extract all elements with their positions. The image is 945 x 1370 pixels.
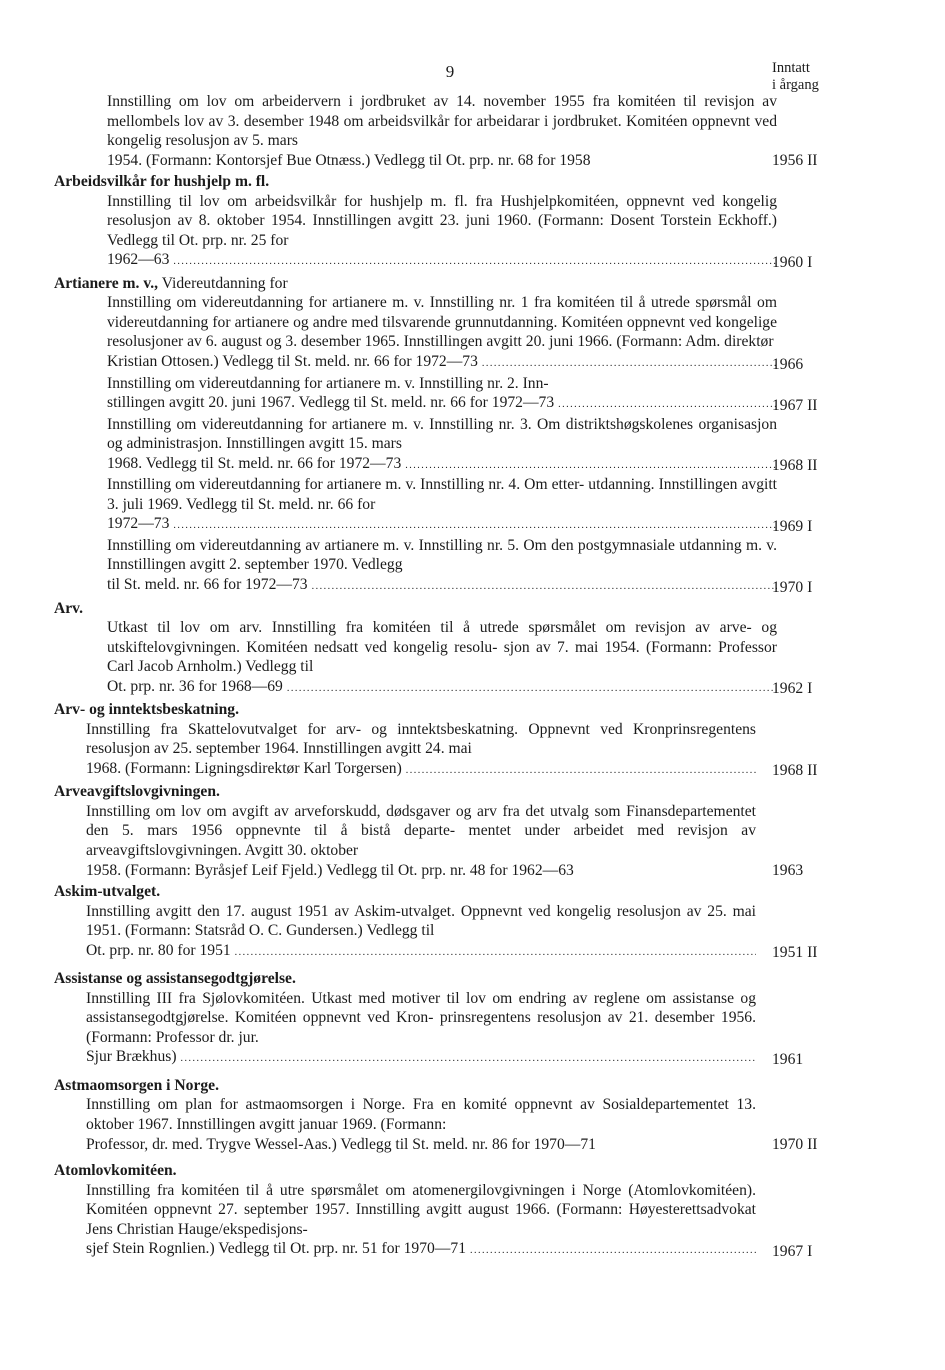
section-heading: Arv.: [54, 599, 84, 617]
leader-dots: [235, 941, 756, 963]
index-entry: [0, 293, 945, 373]
entry-last-line: 1954. (Formann: Kontorsjef Bue Otnæss.) Vedlegg til Ot. prp. nr. 68 for 1958: [107, 151, 591, 169]
leader-dots: [287, 677, 777, 699]
entry-text: Innstilling fra komitéen til å utre spørsmålet om atomenergilovgivningen i Norge (Atomlovkomitéen). Komitéen oppnevnt 27. september 1957. Innstilling avgitt august 1966. (Formann: Høyesterettsadvokat Jens Christian Hauge/ekspedisjons-: [86, 1181, 756, 1238]
section-heading: Arv- og inntektsbeskatning.: [54, 701, 239, 719]
index-entry: [0, 618, 945, 698]
entry-year: 1956 II: [772, 152, 818, 170]
entry-year: 1963: [772, 862, 804, 880]
entry-last-line: 1968. Vedlegg til St. meld. nr. 66 for 1972—73: [107, 454, 402, 472]
leader-dots: [406, 759, 756, 781]
index-entry: [0, 92, 945, 170]
entry-text: Innstilling om videreutdanning for artianere m. v. Innstilling nr. 3. Om distriktshøgskolenes organisasjon og administrasjon. Innstillingen avgitt 15. mars: [107, 415, 777, 453]
index-entry: [0, 415, 945, 476]
section-heading: Atomlovkomitéen.: [54, 1162, 177, 1180]
entry-text: Innstilling fra Skattelovutvalget for arv- og inntektsbeskatning. Oppnevnt ved Kronprinsregentens resolusjon av 25. september 1964. Innstillingen avgitt 24. mai: [86, 720, 756, 758]
entry-year: 1970 I: [772, 578, 813, 596]
entry-text: Innstilling om videreutdanning av artianere m. v. Innstilling nr. 5. Om den postgymnasiale utdanning m. v. Innstillingen avgitt 2. september 1970. Vedlegg: [107, 536, 777, 574]
column-header: [772, 60, 819, 94]
entry-last-line: Ot. prp. nr. 80 for 1951: [86, 941, 231, 959]
leader-dots: [482, 352, 777, 374]
entry-year: 1969 I: [772, 517, 813, 535]
entry-year: 1951 II: [772, 944, 818, 962]
index-entry: [0, 1095, 945, 1154]
entry-text: Innstilling om videreutdanning for artianere m. v. Innstilling nr. 1 fra komitéen til å utrede spørsmål om videreutdanning for artianere og andre med tilsvarende grunnutdanning. Komitéen oppnevnt ved kongelige resolusjoner av 6. august og 3. desember 1965. Innstillingen avgitt 20. juni 1966. (Formann: Adm. direktør: [107, 294, 777, 351]
entry-text: Innstilling om lov om avgift av arveforskudd, dødsgaver og arv fra det utvalg som Finansdepartementet den 5. mars 1956 oppnevnte til å bistå departe- mentet under arbeidet med revisjon av arveavgiftslovgivningen. Avgitt 30. oktober: [86, 802, 756, 859]
section-heading-bold: Artianere m. v.,: [54, 274, 159, 292]
section-heading: Astmaomsorgen i Norge.: [54, 1076, 219, 1094]
entry-last-line: Professor, dr. med. Trygve Wessel-Aas.) Vedlegg til St. meld. nr. 86 for 1970—71: [86, 1135, 596, 1153]
leader-dots: [173, 514, 777, 536]
section-heading: Assistanse og assistansegodtgjørelse.: [54, 970, 296, 988]
entry-last-line: 1968. (Formann: Ligningsdirektør Karl Torgersen): [86, 759, 402, 777]
entry-year: 1970 II: [772, 1136, 818, 1154]
column-header-line1: Inntatt: [772, 60, 810, 76]
entry-text: Innstilling om videreutdanning for artianere m. v. Innstilling nr. 4. Om etter- utdanning. Innstillingen avgitt 3. juli 1969. Vedlegg til St. meld. nr. 66 for: [107, 476, 777, 513]
entry-text: Innstilling om videreutdanning for artianere m. v. Innstilling nr. 2. Inn-: [107, 374, 549, 392]
entry-year: 1967 I: [772, 1242, 813, 1260]
section-heading: [54, 274, 945, 294]
entry-year: 1968 II: [772, 762, 818, 780]
entry-last-line: 1958. (Formann: Byråsjef Leif Fjeld.) Vedlegg til Ot. prp. nr. 48 for 1962—63: [86, 861, 574, 879]
entry-last-line: til St. meld. nr. 66 for 1972—73: [107, 576, 308, 594]
entry-text: Innstilling III fra Sjølovkomitéen. Utkast med motiver til lov om endring av reglene om assistanse og assistansegodtgjørelse. Komitéen oppnevnt ved Kron- prinsregentens resolusjon av 21. desember 1956. (Formann: Professor dr. jur.: [86, 989, 756, 1046]
entry-last-line: 1972—73: [107, 515, 170, 533]
index-entry: [0, 475, 945, 536]
leader-dots: [470, 1239, 756, 1261]
entry-text: Innstilling om plan for astmaomsorgen i Norge. Fra en komité oppnevnt av Sosialdepartementet 13. oktober 1967. Innstillingen avgitt januar 1969. (Formann:: [86, 1096, 756, 1133]
index-entry: [0, 1181, 945, 1261]
leader-dots: [173, 250, 777, 272]
entry-last-line: stillingen avgitt 20. juni 1967. Vedlegg til St. meld. nr. 66 for 1972—73: [107, 394, 555, 412]
leader-dots: [558, 393, 777, 415]
leader-dots: [312, 575, 777, 597]
entry-year: 1961: [772, 1050, 804, 1068]
entry-year: 1968 II: [772, 457, 818, 475]
column-header-line2: i årgang: [772, 77, 819, 93]
entry-last-line: Kristian Ottosen.) Vedlegg til St. meld. nr. 66 for 1972—73: [107, 353, 478, 371]
section-heading: Arveavgiftslovgivningen.: [54, 783, 220, 801]
entry-last-line: Sjur Brækhus): [86, 1048, 177, 1066]
entry-year: 1960 I: [772, 253, 813, 271]
entry-year: 1966: [772, 355, 804, 373]
index-entry: [0, 720, 945, 781]
index-entry: [0, 802, 945, 880]
section-heading: Askim-utvalget.: [54, 883, 161, 901]
index-entry: [0, 374, 945, 415]
entry-last-line: 1962—63: [107, 251, 170, 269]
index-entry: [0, 536, 945, 597]
index-content: [0, 92, 945, 1261]
page-number: 9: [445, 62, 455, 81]
index-entry: [0, 989, 945, 1069]
entry-text: Innstilling til lov om arbeidsvilkår for hushjelp m. fl. fra Hushjelpkomitéen, oppnevnt ved kongelig resolusjon av 8. oktober 1954. Innstillingen avgitt 23. juni 1960. (Formann: Dosent Torstein Eckhoff.) Vedlegg til Ot. prp. nr. 25 for: [107, 192, 777, 249]
section-heading: Arbeidsvilkår for hushjelp m. fl.: [54, 173, 270, 191]
leader-dots: [405, 454, 777, 476]
entry-last-line: sjef Stein Rognlien.) Vedlegg til Ot. prp. nr. 51 for 1970—71: [86, 1240, 466, 1258]
entry-year: 1962 I: [772, 680, 813, 698]
entry-text: Utkast til lov om arv. Innstilling fra komitéen til å utrede spørsmålet om revisjon av arve- og utskiftelovgivningen. Komitéen nedsatt ved kongelig resolu- sjon av 7. mai 1954. (Formann: Professor Carl Jacob Arnholm.) Vedlegg til: [107, 619, 777, 676]
index-entry: [0, 192, 945, 272]
entry-year: 1967 II: [772, 396, 818, 414]
index-entry: [0, 902, 945, 963]
leader-dots: [181, 1047, 756, 1069]
entry-text: Innstilling avgitt den 17. august 1951 av Askim-utvalget. Oppnevnt ved kongelig resolusjon av 25. mai 1951. (Formann: Statsråd O. C. Gundersen.) Vedlegg til: [86, 902, 756, 940]
entry-text: Innstilling om lov om arbeidervern i jordbruket av 14. november 1955 fra komitéen til revisjon av mellombels lov av 3. desember 1948 om arbeidsvilkår for arbeidarar i jordbruket. Komitéen oppnevnt ved kongelig resolusjon av 5. mars: [107, 93, 777, 150]
entry-last-line: Ot. prp. nr. 36 for 1968—69: [107, 677, 283, 695]
section-heading-rest: Videreutdanning for: [158, 274, 288, 292]
